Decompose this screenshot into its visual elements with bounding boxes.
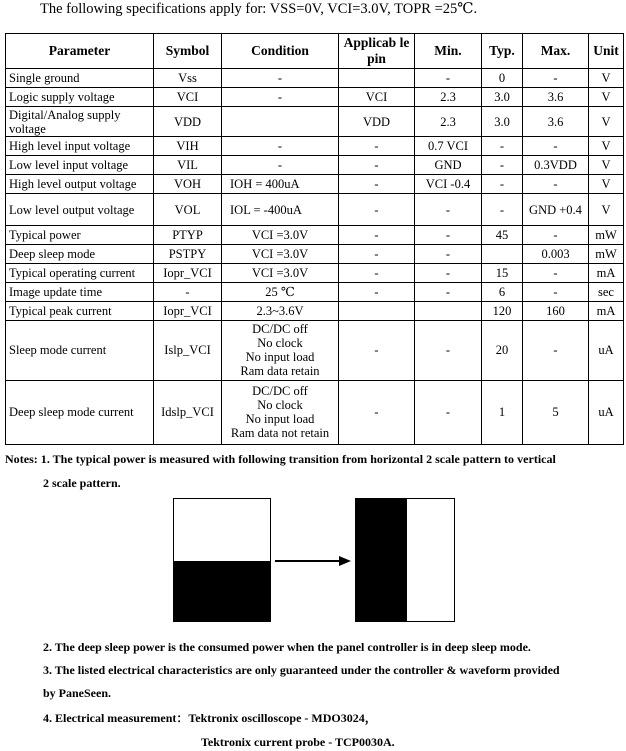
note-2: 2. The deep sleep power is the consumed power when the panel controller is in deep sleep mode.: [43, 640, 531, 654]
max-cell: -: [523, 175, 589, 194]
condition-cell: VCI =3.0V: [222, 263, 339, 282]
typ-cell: -: [482, 137, 523, 156]
note-4-continued: Tektronix current probe - TCP0030A.: [201, 735, 395, 749]
symbol-cell: Iopr_VCI: [154, 301, 222, 320]
symbol-cell: Vss: [154, 69, 222, 88]
table-row: [6, 194, 624, 226]
typ-cell: 3.0: [482, 106, 523, 137]
max-cell: -: [523, 263, 589, 282]
condition-line: No input load: [245, 412, 315, 427]
unit-cell: mA: [589, 301, 624, 320]
parameter-cell: Low level input voltage: [6, 156, 154, 175]
pin-cell: -: [339, 320, 415, 380]
symbol-cell: PSTPY: [154, 244, 222, 263]
condition-cell: VCI =3.0V: [222, 244, 339, 263]
typ-cell: 6: [482, 282, 523, 301]
symbol-cell: Idslp_VCI: [154, 380, 222, 444]
min-cell: -: [415, 69, 482, 88]
parameter-cell: Typical power: [6, 225, 154, 244]
pin-cell: -: [339, 244, 415, 263]
min-cell: -: [415, 244, 482, 263]
header-cell: Max.: [523, 34, 589, 69]
table-row: [6, 263, 624, 282]
min-cell: -: [415, 225, 482, 244]
min-cell: [415, 301, 482, 320]
note-1-continued: 2 scale pattern.: [43, 476, 121, 490]
condition-line: No clock: [257, 336, 303, 351]
max-cell: -: [523, 320, 589, 380]
table-row: [6, 282, 624, 301]
header-cell: Parameter: [6, 34, 154, 69]
condition-cell: -: [222, 137, 339, 156]
max-cell: 0.3VDD: [523, 156, 589, 175]
typ-cell: 20: [482, 320, 523, 380]
condition-cell: -: [222, 156, 339, 175]
condition-line: No clock: [257, 398, 303, 413]
parameter-cell: Deep sleep mode current: [6, 380, 154, 444]
symbol-cell: Iopr_VCI: [154, 263, 222, 282]
unit-cell: mA: [589, 263, 624, 282]
min-cell: -: [415, 282, 482, 301]
typ-cell: 45: [482, 225, 523, 244]
condition-line: Ram data retain: [240, 364, 320, 379]
condition-cell: VCI =3.0V: [222, 225, 339, 244]
symbol-cell: VOH: [154, 175, 222, 194]
max-cell: -: [523, 137, 589, 156]
symbol-cell: VIL: [154, 156, 222, 175]
typ-cell: -: [482, 175, 523, 194]
max-cell: -: [523, 225, 589, 244]
note-4: 4. Electrical measurement：Tektronix oscilloscope - MDO3024，: [43, 711, 377, 725]
min-cell: 2.3: [415, 106, 482, 137]
unit-cell: V: [589, 137, 624, 156]
pin-cell: [339, 301, 415, 320]
typ-cell: 120: [482, 301, 523, 320]
pin-cell: -: [339, 137, 415, 156]
condition-cell: IOL = -400uA: [222, 194, 339, 226]
parameter-cell: High level output voltage: [6, 175, 154, 194]
unit-cell: V: [589, 106, 624, 137]
pin-cell: -: [339, 156, 415, 175]
typ-cell: -: [482, 156, 523, 175]
symbol-cell: VIH: [154, 137, 222, 156]
max-cell: -: [523, 69, 589, 88]
horizontal-pattern-box: [173, 498, 271, 622]
condition-cell: [222, 320, 339, 380]
table-row: [6, 244, 624, 263]
table-row: [6, 69, 624, 88]
note-3: 3. The listed electrical characteristics are only guaranteed under the controller & waveform provided: [43, 663, 560, 677]
min-cell: -: [415, 380, 482, 444]
parameter-cell: High level input voltage: [6, 137, 154, 156]
symbol-cell: VCI: [154, 87, 222, 106]
condition-cell: 2.3~3.6V: [222, 301, 339, 320]
condition-line: Ram data not retain: [230, 426, 330, 441]
unit-cell: uA: [589, 380, 624, 444]
parameter-cell: Image update time: [6, 282, 154, 301]
unit-cell: V: [589, 69, 624, 88]
condition-cell: IOH = 400uA: [222, 175, 339, 194]
note-3-continued: by PaneSeen.: [43, 686, 112, 700]
pin-cell: -: [339, 175, 415, 194]
vertical-black-half: [356, 499, 407, 621]
pin-cell: -: [339, 263, 415, 282]
symbol-cell: VOL: [154, 194, 222, 226]
table-row: [6, 106, 624, 137]
max-cell: 3.6: [523, 106, 589, 137]
symbol-cell: PTYP: [154, 225, 222, 244]
symbol-cell: -: [154, 282, 222, 301]
condition-line: DC/DC off: [252, 322, 308, 337]
unit-cell: V: [589, 156, 624, 175]
parameter-cell: Low level output voltage: [6, 194, 154, 226]
table-row: [6, 87, 624, 106]
unit-cell: sec: [589, 282, 624, 301]
unit-cell: V: [589, 87, 624, 106]
header-cell: Symbol: [154, 34, 222, 69]
vertical-pattern-box: [355, 498, 455, 622]
max-cell: 3.6: [523, 87, 589, 106]
header-cell: Typ.: [482, 34, 523, 69]
parameter-cell: Typical peak current: [6, 301, 154, 320]
table-row: [6, 320, 624, 380]
header-cell: Applicab le pin: [339, 34, 415, 69]
parameter-cell: Typical operating current: [6, 263, 154, 282]
table-header-row: [6, 34, 624, 69]
pin-cell: -: [339, 380, 415, 444]
max-cell: -: [523, 282, 589, 301]
pin-cell: -: [339, 225, 415, 244]
typ-cell: -: [482, 194, 523, 226]
typ-cell: 0: [482, 69, 523, 88]
min-cell: VCI -0.4: [415, 175, 482, 194]
typ-cell: [482, 244, 523, 263]
parameter-cell: Digital/Analog supply voltage: [6, 106, 154, 137]
unit-cell: mW: [589, 225, 624, 244]
pin-cell: -: [339, 194, 415, 226]
table-row: [6, 225, 624, 244]
unit-cell: mW: [589, 244, 624, 263]
parameter-cell: Deep sleep mode: [6, 244, 154, 263]
pin-cell: VDD: [339, 106, 415, 137]
condition-cell: -: [222, 69, 339, 88]
max-cell: 0.003: [523, 244, 589, 263]
condition-cell: -: [222, 87, 339, 106]
pin-cell: [339, 69, 415, 88]
min-cell: -: [415, 263, 482, 282]
max-cell: GND +0.4: [523, 194, 589, 226]
arrow-right-icon: [273, 553, 353, 569]
table-row: [6, 301, 624, 320]
unit-cell: V: [589, 175, 624, 194]
table-row: [6, 380, 624, 444]
spec-intro: The following specifications apply for: VSS=0V, VCI=3.0V, TOPR =25℃.: [40, 1, 478, 17]
unit-cell: V: [589, 194, 624, 226]
table-row: [6, 137, 624, 156]
header-cell: Min.: [415, 34, 482, 69]
typ-cell: 3.0: [482, 87, 523, 106]
symbol-cell: Islp_VCI: [154, 320, 222, 380]
min-cell: -: [415, 320, 482, 380]
parameter-cell: Sleep mode current: [6, 320, 154, 380]
max-cell: 160: [523, 301, 589, 320]
condition-line: No input load: [245, 350, 315, 365]
unit-cell: uA: [589, 320, 624, 380]
table-row: [6, 175, 624, 194]
min-cell: 0.7 VCI: [415, 137, 482, 156]
typ-cell: 15: [482, 263, 523, 282]
header-cell: Condition: [222, 34, 339, 69]
min-cell: -: [415, 194, 482, 226]
pin-cell: -: [339, 282, 415, 301]
min-cell: 2.3: [415, 87, 482, 106]
min-cell: GND: [415, 156, 482, 175]
symbol-cell: VDD: [154, 106, 222, 137]
pin-cell: VCI: [339, 87, 415, 106]
table-row: [6, 156, 624, 175]
spec-table: [5, 33, 624, 445]
header-cell: Unit: [589, 34, 624, 69]
condition-line: DC/DC off: [252, 384, 308, 399]
note-1: Notes: 1. The typical power is measured with following transition from horizontal 2 scale pattern to vertical: [5, 452, 556, 466]
horizontal-black-half: [174, 561, 270, 621]
condition-cell: 25 ℃: [222, 282, 339, 301]
parameter-cell: Logic supply voltage: [6, 87, 154, 106]
max-cell: 5: [523, 380, 589, 444]
typ-cell: 1: [482, 380, 523, 444]
condition-cell: [222, 380, 339, 444]
condition-cell: [222, 106, 339, 137]
parameter-cell: Single ground: [6, 69, 154, 88]
